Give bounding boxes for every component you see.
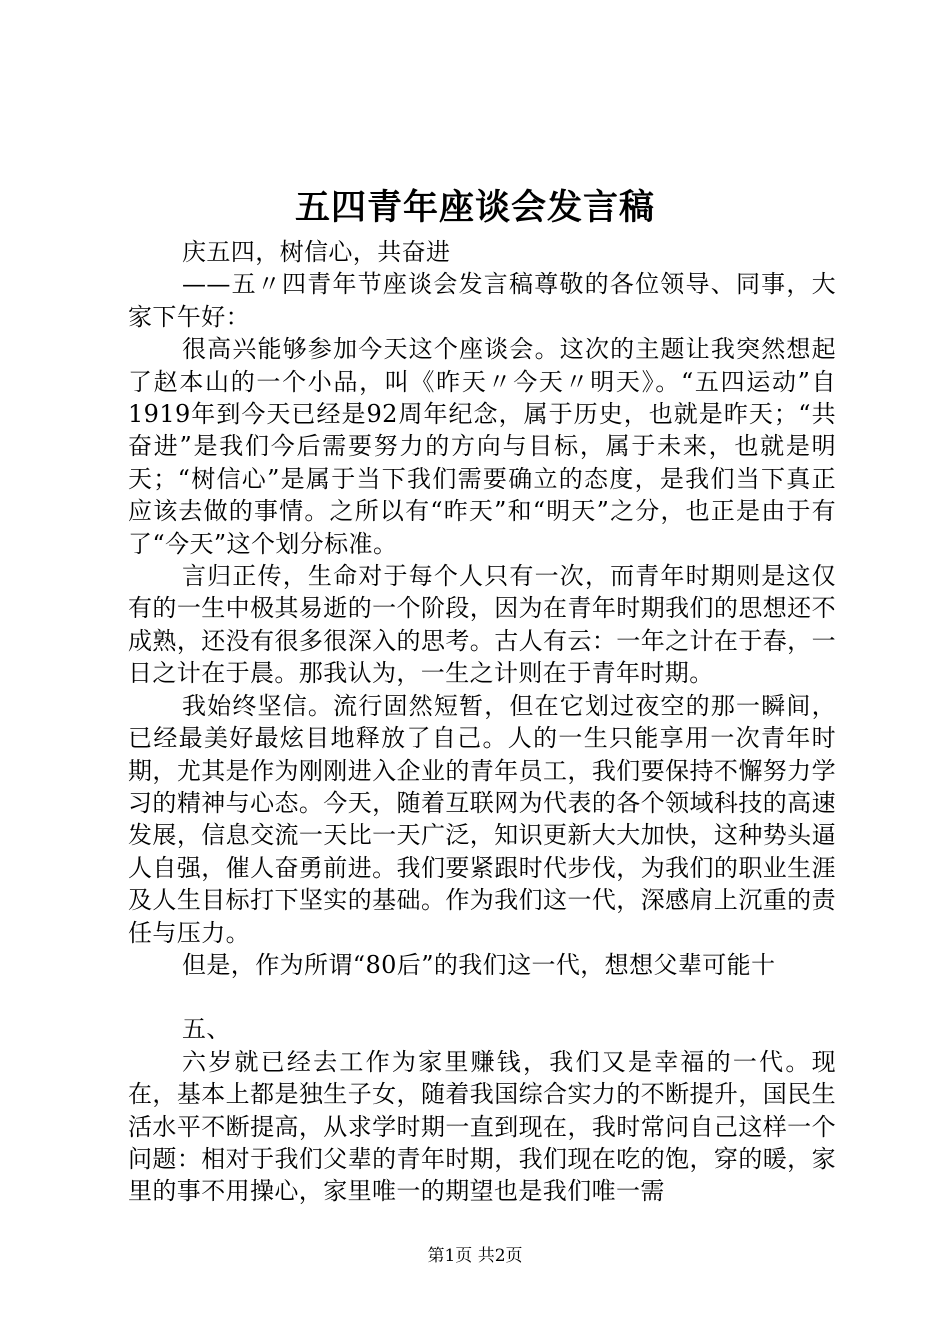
page-number-footer: 第1页 共2页 <box>427 1246 523 1266</box>
paragraph-theme: 庆五四，树信心，共奋进 <box>182 238 451 266</box>
paragraph-belief: 我始终坚信。流行固然短暂，但在它划过夜空的那一瞬间，已经最美好最炫目地释放了自己。人的一生只能享用一次青年时期，尤其是作为刚刚进入企业的青年员工，我们要保持不懈努力学习的精神与心态。今天，随着互联网为代表的各个领域科技的高速发展，信息交流一天比一天广泛，知识更新大大加快，这种势头逼人自强，催人奋勇前进。我们要紧跟时代步伐，为我们的职业生涯及人生目标打下坚实的基础。作为我们这一代，深感肩上沉重的责任与压力。 <box>128 691 836 947</box>
paragraph-generation: 但是，作为所谓“80后”的我们这一代，想想父辈可能十 <box>182 950 776 979</box>
page-title: 五四青年座谈会发言稿 <box>294 187 655 228</box>
paragraph-intro: 很高兴能够参加今天这个座谈会。这次的主题让我突然想起了赵本山的一个小品，叫《昨天〃今天〃明天》。“五四运动”自1919年到今天已经是92周年纪念，属于历史，也就是昨天；“共奋进”是我们今后需要努力的方向与目标，属于未来，也就是明天；“树信心”是属于当下我们需要确立的态度，是我们当下真正应该去做的事情。之所以有“昨天”和“明天”之分，也正是由于有了“今天”这个划分标准。 <box>128 335 836 558</box>
paragraph-continuation: 六岁就已经去工作为家里赚钱，我们又是幸福的一代。现在，基本上都是独生子女，随着我国综合实力的不断提升，国民生活水平不断提高，从求学时期一直到现在，我时常问自己这样一个问题：相对于我们父辈的青年时期，我们现在吃的饱，穿的暖，家里的事不用操心，家里唯一的期望也是我们唯一需 <box>128 1047 836 1206</box>
document-body <box>128 236 836 1208</box>
paragraph-salutation: ——五〃四青年节座谈会发言稿尊敬的各位领导、同事，大家下午好： <box>128 270 836 331</box>
paragraph-fragment: 五、 <box>182 1015 231 1044</box>
paragraph-youth: 言归正传，生命对于每个人只有一次，而青年时期则是这仅有的一生中极其易逝的一个阶段，因为在青年时期我们的思想还不成熟，还没有很多很深入的思考。古人有云：一年之计在于春，一日之计在于晨。那我认为，一生之计则在于青年时期。 <box>128 562 836 688</box>
